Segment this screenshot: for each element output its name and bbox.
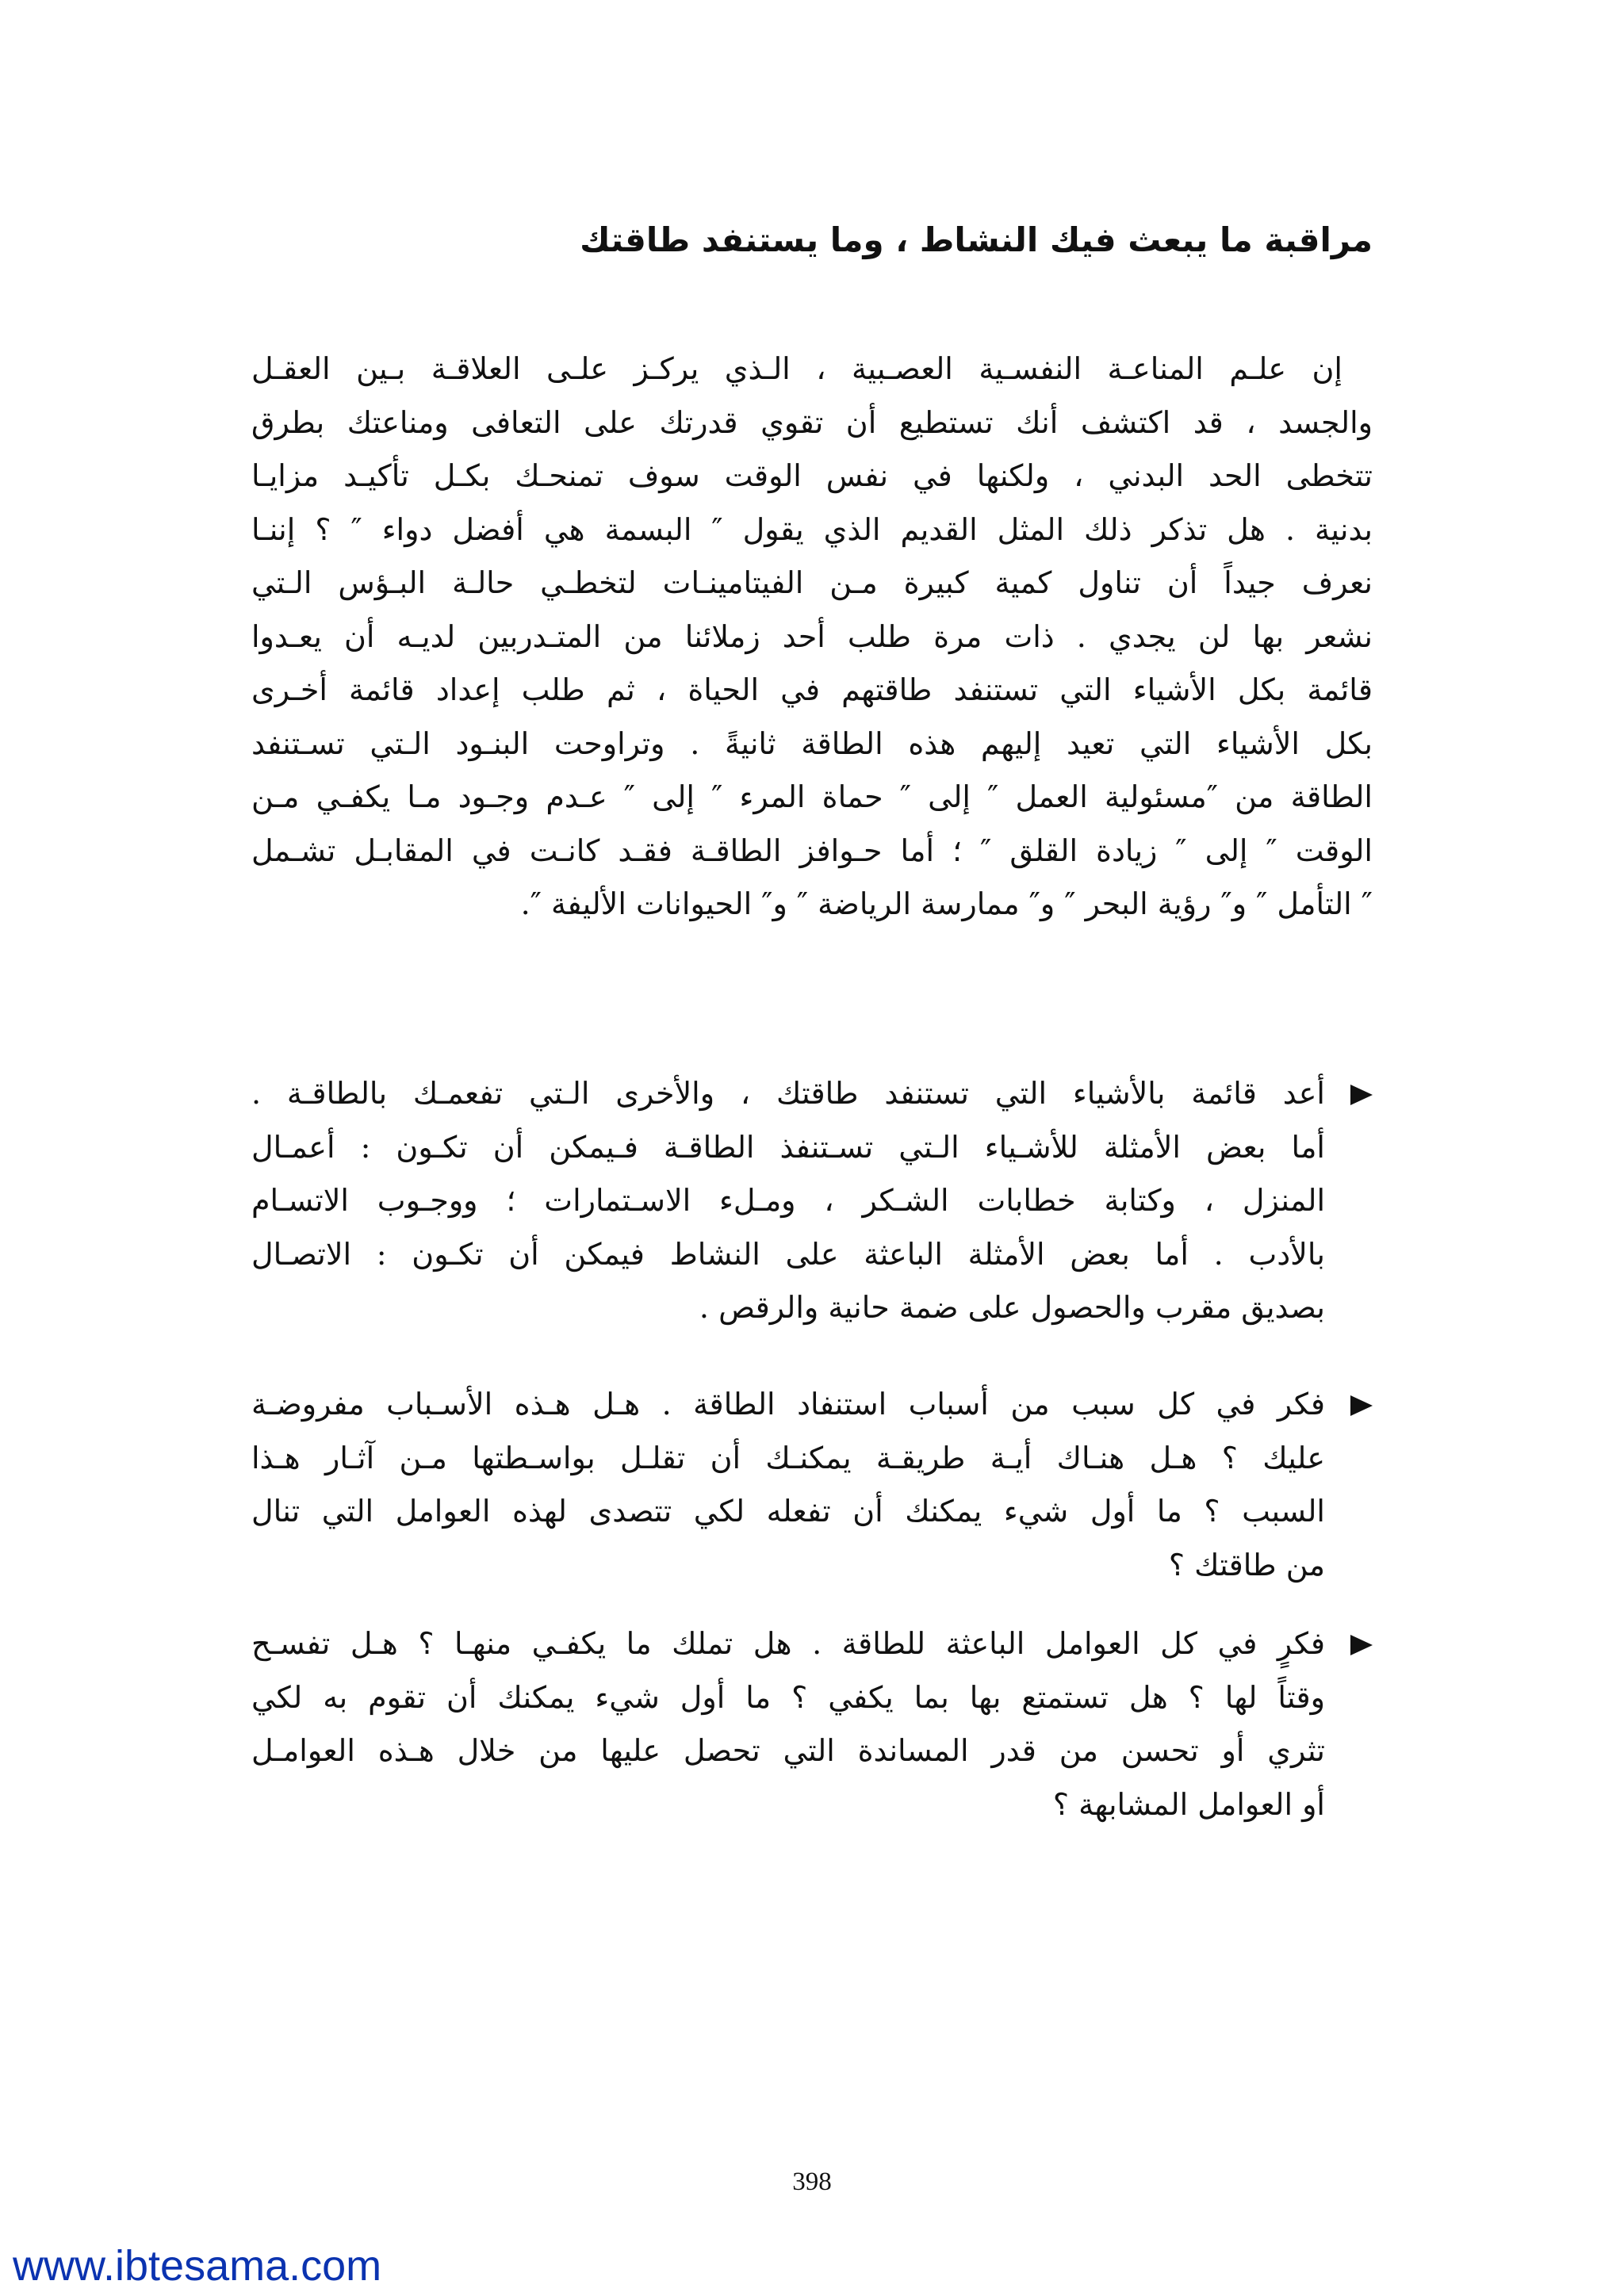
page-number: 398 xyxy=(792,2168,832,2196)
bullet-text xyxy=(251,1378,1325,1592)
bullet-line: أو العوامل المشابهة ؟ xyxy=(1052,1786,1325,1822)
bullet-line: وقتاً لها ؟ هل تستمتع بها بما يكفي ؟ ما أول شيء يمكنك أن تقوم به لكي xyxy=(251,1679,1325,1715)
bullet-item-energy-list xyxy=(251,1067,1373,1335)
bullet-line: أعد قائمة بالأشياء التي تستنفد طاقتك ، والأخرى الـتي تفعمـك بالطاقـة . xyxy=(251,1076,1325,1111)
paragraph-line: قائمة بكل الأشياء التي تستنفد طاقتهم في الحياة ، ثم طلب إعداد قائمة أخـرى xyxy=(251,672,1373,707)
paragraph-line: الوقت ″ إلى ″ زيادة القلق ″ ؛ أما حـوافز الطاقـة فقـد كانـت في المقابـل تشـمل xyxy=(251,832,1373,868)
bullet-line: فكرٍ في كل العوامل الباعثة للطاقة . هل تملك ما يكفـي منهـا ؟ هـل تفسـح xyxy=(251,1626,1325,1661)
paragraph-line: بدنية . هل تذكر ذلك المثل القديم الذي يقول ″ البسمة هي أفضل دواء ″ ؟ إننـا xyxy=(251,511,1373,547)
paragraph-line: نعرف جيداً أن تناول كمية كبيرة مـن الفيتامينـات لتخطـي حالـة البـؤس الـتي xyxy=(251,565,1373,600)
bullet-line: السبب ؟ ما أول شيء يمكنك أن تفعله لكي تتصدى لهذه العوامل التي تنال xyxy=(251,1494,1325,1529)
bullet-line: عليك ؟ هـل هنـاك أيـة طريقـة يمكنـك أن تقلـل بواسـطتها مـن آثـار هـذا xyxy=(251,1440,1325,1475)
bullet-line: من طاقتك ؟ xyxy=(1168,1547,1325,1582)
site-watermark: www.ibtesama.com xyxy=(13,2242,382,2290)
page-heading: مراقبة ما يبعث فيك النشاط ، وما يستنفد طاقتك xyxy=(580,220,1373,259)
paragraph-line: ″ التأمل ″ و″ رؤية البحر ″ و″ ممارسة الرياضة ″ و″ الحيوانات الأليفة ″. xyxy=(520,886,1373,921)
paragraph-line: بكل الأشياء التي تعيد إليهم هذه الطاقة ثانيةً . وتراوحت البنـود الـتي تسـتنفد xyxy=(251,725,1373,761)
paragraph-line: والجسد ، قد اكتشف أنك تستطيع أن تقوي قدرتك على التعافى ومناعتك بطرق xyxy=(251,404,1373,440)
paragraph-line: الطاقة من ″مسئولية العمل ″ إلى ″ حماة المرء ″ إلى ″ عـدم وجـود مـا يكفـي مـن xyxy=(251,779,1373,814)
paragraph-line: نشعر بها لن يجدي . ذات مرة طلب أحد زملائنا من المتـدربين لديـه أن يعـدوا xyxy=(251,618,1373,654)
bullet-line: بالأدب . أما بعض الأمثلة الباعثة على النشاط فيمكن أن تكـون : الاتصـال xyxy=(251,1236,1325,1272)
bullet-text xyxy=(251,1617,1325,1831)
triangle-bullet-icon xyxy=(1350,1635,1373,1655)
bullet-line: بصديق مقرب والحصول على ضمة حانية والرقص . xyxy=(699,1290,1325,1325)
paragraph-line: تتخطى الحد البدني ، ولكنها في نفس الوقت سوف تمنحـك بكـل تأكيـد مزايـا xyxy=(251,458,1373,493)
triangle-bullet-icon xyxy=(1350,1085,1373,1105)
bullet-item-energy-factors xyxy=(251,1617,1373,1831)
bullet-line: المنزل ، وكتابة خطابات الشـكر ، ومـلء الاسـتمارات ؛ ووجـوب الاتسـام xyxy=(251,1183,1325,1218)
paragraph-line: إن علـم المناعـة النفسـية العصـبية ، الـذي يركـز علـى العلاقـة بـين العقـل xyxy=(251,351,1342,386)
bullet-line: فكر في كل سبب من أسباب استنفاد الطاقة . هـل هـذه الأسـباب مفروضـة xyxy=(251,1387,1325,1422)
bullet-line: أما بعض الأمثلة للأشـياء الـتي تسـتنفذ الطاقـة فـيمكن أن تكـون : أعمـال xyxy=(251,1129,1325,1165)
bullet-line: تثري أو تحسن من قدر المساندة التي تحصل عليها من خلال هـذه العوامـل xyxy=(251,1733,1325,1768)
body-paragraph xyxy=(251,342,1373,932)
bullet-item-drain-causes xyxy=(251,1378,1373,1592)
triangle-bullet-icon xyxy=(1350,1395,1373,1416)
bullet-text xyxy=(251,1067,1325,1335)
